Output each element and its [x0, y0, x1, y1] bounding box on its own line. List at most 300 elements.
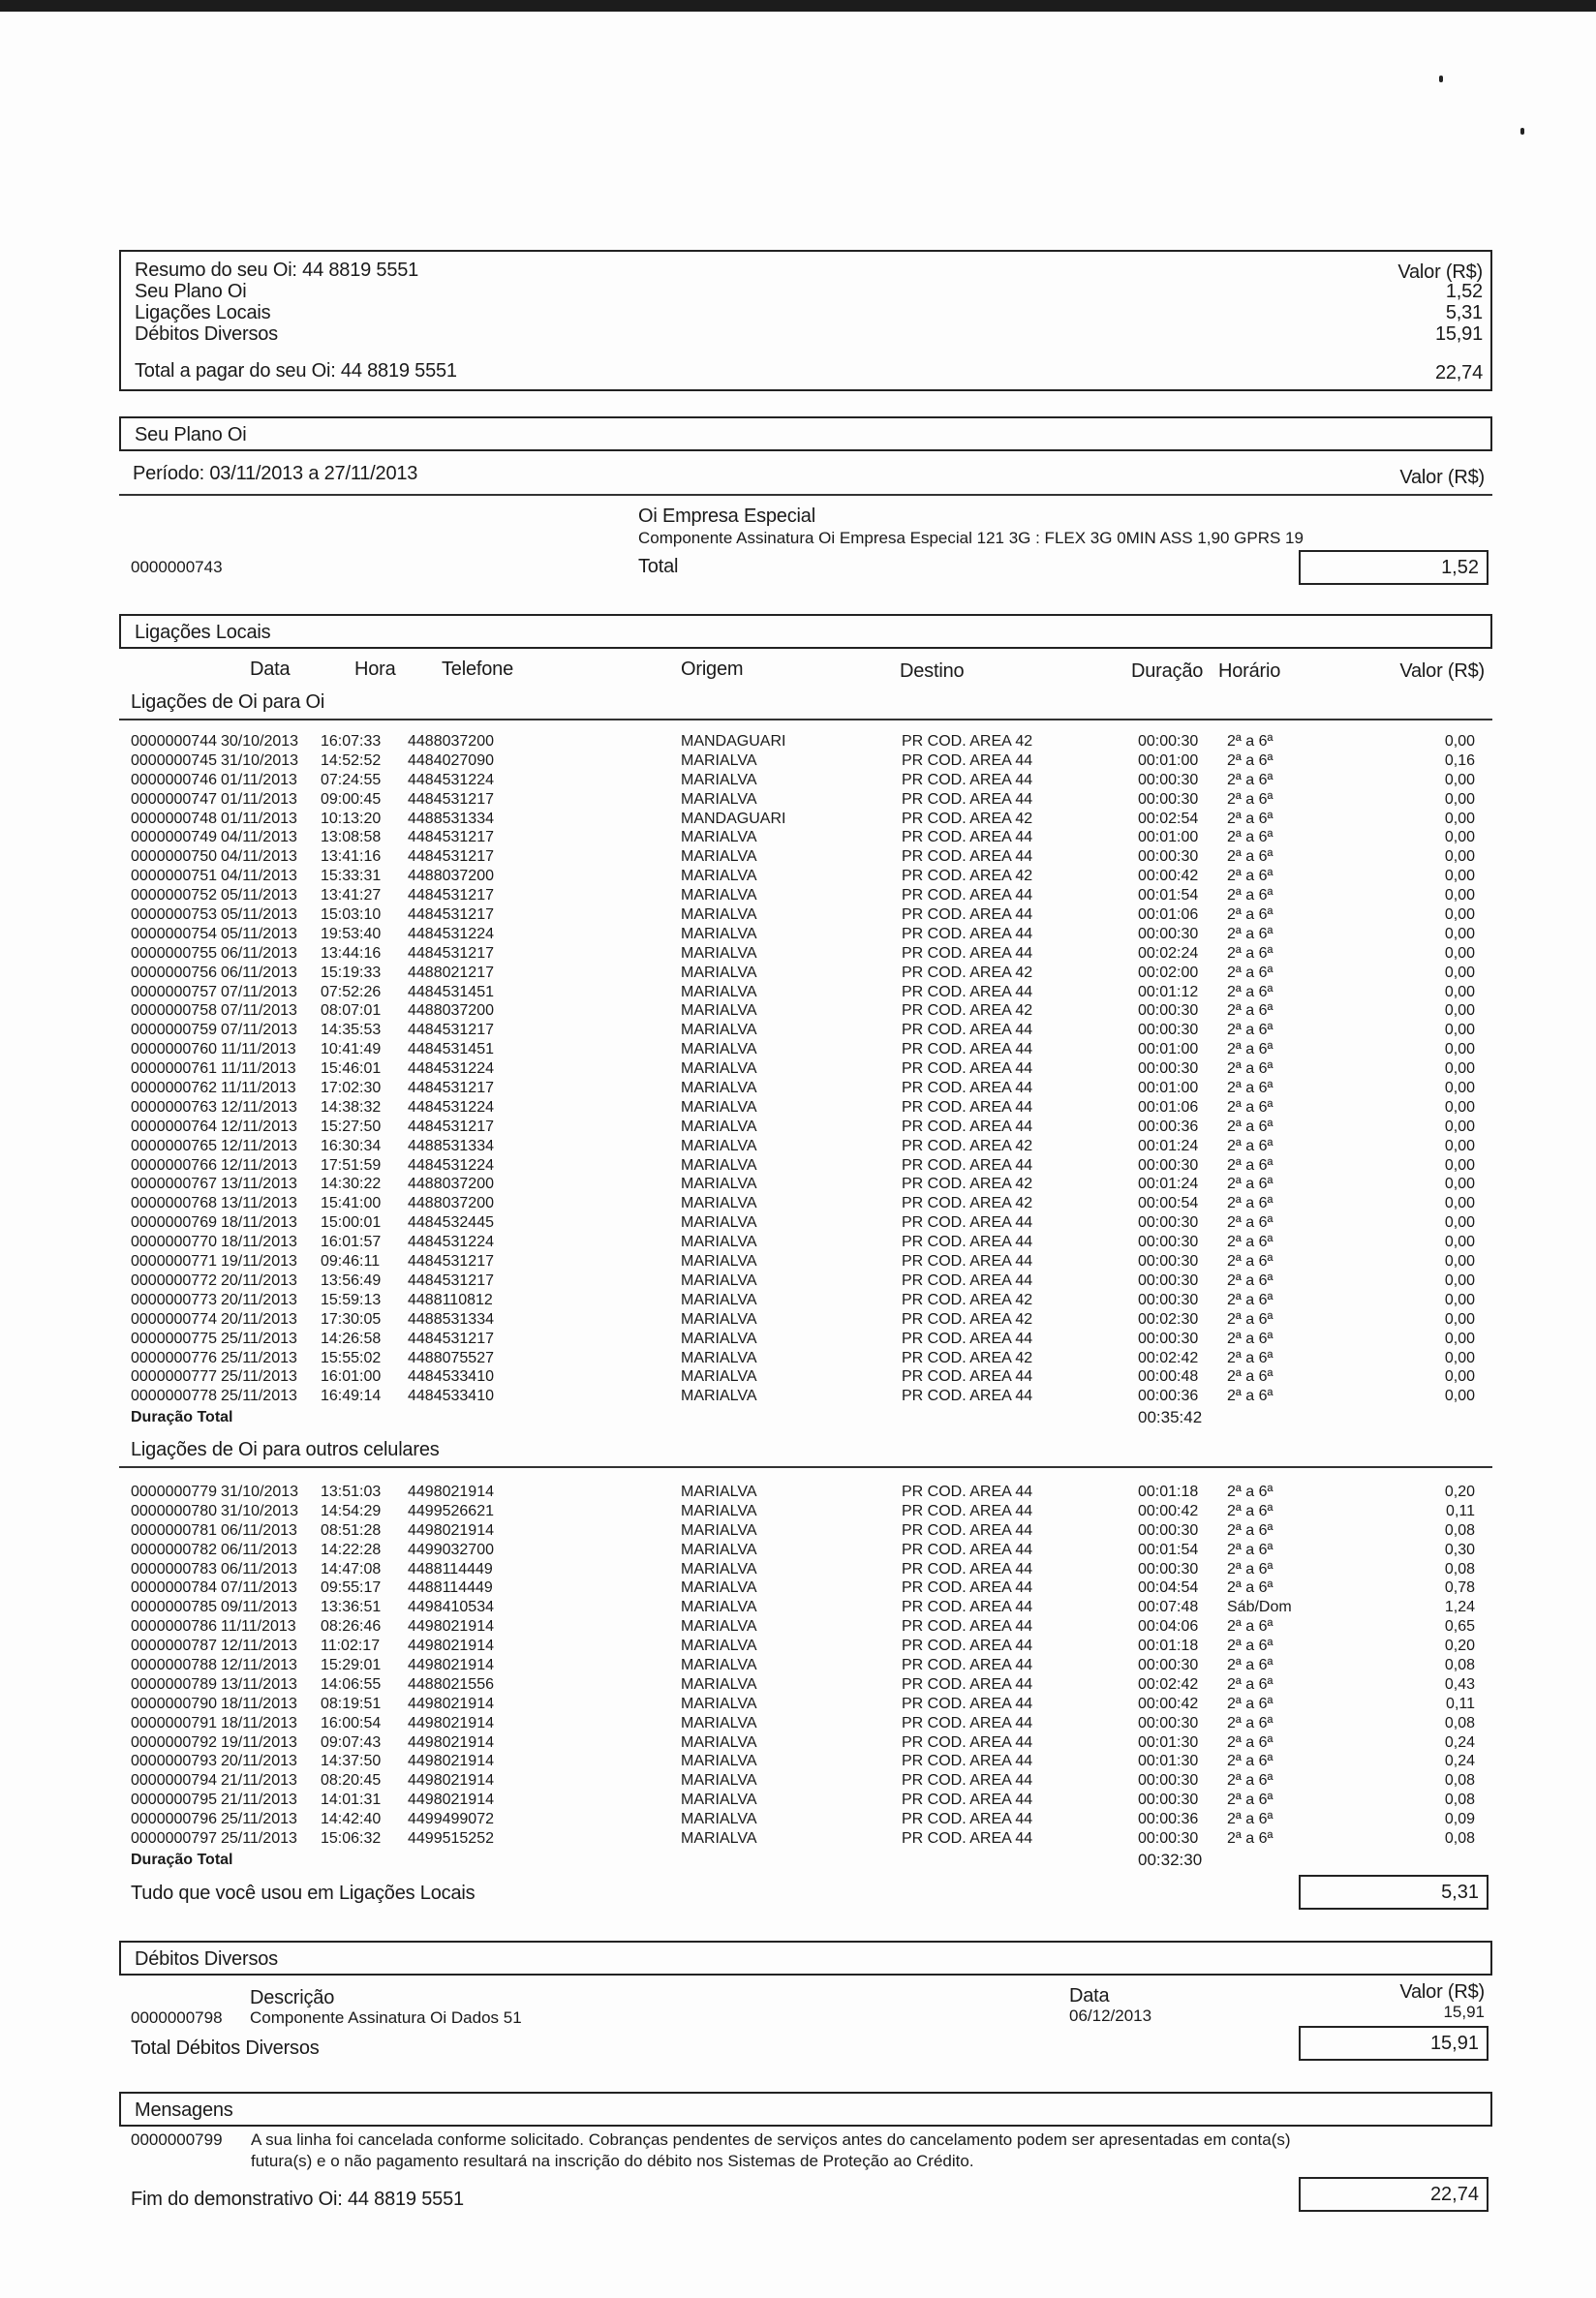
call-value: 0,11	[1446, 1502, 1475, 1519]
table-row	[131, 1367, 1492, 1387]
call-time: 16:01:00	[321, 1368, 382, 1386]
call-destination: PR COD. AREA 42	[902, 1176, 1033, 1193]
call-phone: 4484531217	[408, 848, 494, 866]
call-id: 0000000767	[131, 1176, 217, 1193]
call-duration: 00:04:06	[1138, 1618, 1199, 1636]
call-period: 2ª a 6ª	[1227, 1484, 1274, 1500]
call-destination: PR COD. AREA 44	[902, 944, 1033, 962]
table-row	[131, 1695, 1492, 1714]
table-row	[131, 1521, 1492, 1541]
call-value: 0,20	[1444, 1484, 1475, 1500]
call-time: 15:06:32	[321, 1830, 382, 1848]
call-destination: PR COD. AREA 44	[902, 1675, 1033, 1693]
call-phone: 4484531217	[408, 1253, 494, 1271]
call-value: 0,00	[1444, 1272, 1475, 1289]
footer-label: Fim do demonstrativo Oi: 44 8819 5551	[131, 2189, 464, 2210]
call-duration: 00:00:30	[1138, 790, 1199, 808]
call-origin: MARIALVA	[681, 1599, 757, 1616]
call-time: 13:36:51	[321, 1599, 382, 1616]
call-phone: 4498021914	[408, 1618, 494, 1636]
call-phone: 4488021556	[408, 1675, 494, 1693]
call-time: 10:13:20	[321, 810, 382, 827]
call-date: 25/11/2013	[221, 1388, 297, 1405]
call-phone: 4484533410	[408, 1368, 494, 1386]
call-date: 21/11/2013	[221, 1772, 297, 1790]
table-row	[131, 1829, 1492, 1849]
table-row	[131, 1771, 1492, 1791]
call-origin: MARIALVA	[681, 1579, 757, 1597]
call-duration: 00:00:30	[1138, 1060, 1199, 1078]
call-origin: MARIALVA	[681, 1484, 757, 1500]
table-row	[131, 1156, 1492, 1176]
table-row	[131, 944, 1492, 964]
call-date: 19/11/2013	[221, 1733, 297, 1751]
call-date: 12/11/2013	[221, 1156, 297, 1174]
table-row	[131, 1040, 1492, 1059]
plan-total-value: 1,52	[1299, 550, 1489, 585]
call-value: 0,00	[1444, 1060, 1475, 1078]
call-value: 0,00	[1444, 1253, 1475, 1271]
call-id: 0000000760	[131, 1041, 217, 1058]
call-value: 0,08	[1444, 1657, 1475, 1674]
debit-item-description: Componente Assinatura Oi Dados 51	[250, 2008, 522, 2027]
call-time: 09:46:11	[321, 1253, 381, 1271]
call-time: 14:26:58	[321, 1330, 382, 1347]
call-duration: 00:00:30	[1138, 1156, 1199, 1174]
call-date: 09/11/2013	[221, 1599, 297, 1616]
call-phone: 4498021914	[408, 1657, 494, 1674]
call-period: 2ª a 6ª	[1227, 1272, 1274, 1289]
call-id: 0000000774	[131, 1310, 217, 1328]
call-period: 2ª a 6ª	[1227, 887, 1274, 904]
call-origin: MANDAGUARI	[681, 810, 786, 827]
call-destination: PR COD. AREA 44	[902, 848, 1033, 866]
group-title: Ligações de Oi para Oi	[131, 691, 325, 713]
summary-item-value: 15,91	[1434, 323, 1483, 345]
summary-title: Resumo do seu Oi: 44 8819 5551	[135, 260, 419, 281]
call-origin: MARIALVA	[681, 1137, 757, 1154]
call-phone: 4498021914	[408, 1753, 494, 1770]
call-time: 14:06:55	[321, 1675, 382, 1693]
summary-box	[119, 250, 1492, 391]
call-date: 13/11/2013	[221, 1176, 297, 1193]
call-time: 15:55:02	[321, 1349, 382, 1366]
call-origin: MARIALVA	[681, 1772, 757, 1790]
call-phone: 4498021914	[408, 1772, 494, 1790]
call-period: 2ª a 6ª	[1227, 848, 1274, 866]
call-id: 0000000768	[131, 1195, 217, 1212]
call-duration: 00:00:30	[1138, 1214, 1199, 1232]
call-period: 2ª a 6ª	[1227, 1521, 1274, 1539]
call-phone: 4488037200	[408, 1002, 494, 1020]
call-period: 2ª a 6ª	[1227, 1330, 1274, 1347]
call-origin: MARIALVA	[681, 1657, 757, 1674]
call-duration: 00:04:54	[1138, 1579, 1199, 1597]
call-id: 0000000754	[131, 925, 217, 942]
call-origin: MARIALVA	[681, 1388, 757, 1405]
call-phone: 4498410534	[408, 1599, 494, 1616]
call-origin: MARIALVA	[681, 1118, 757, 1135]
call-time: 16:00:54	[321, 1714, 382, 1731]
call-value: 0,00	[1444, 1176, 1475, 1193]
call-origin: MARIALVA	[681, 906, 757, 924]
call-id: 0000000791	[131, 1714, 217, 1731]
call-value: 0,00	[1444, 848, 1475, 866]
call-id: 0000000790	[131, 1695, 217, 1712]
call-origin: MARIALVA	[681, 1541, 757, 1558]
call-destination: PR COD. AREA 44	[902, 1388, 1033, 1405]
call-value: 0,00	[1444, 810, 1475, 827]
call-duration: 00:00:42	[1138, 1695, 1199, 1712]
call-phone: 4488037200	[408, 868, 494, 885]
call-time: 17:30:05	[321, 1310, 382, 1328]
table-row	[131, 810, 1492, 829]
call-destination: PR COD. AREA 44	[902, 1368, 1033, 1386]
call-destination: PR COD. AREA 42	[902, 1291, 1033, 1308]
call-period: 2ª a 6ª	[1227, 1002, 1274, 1020]
call-value: 0,00	[1444, 1388, 1475, 1405]
call-period: 2ª a 6ª	[1227, 925, 1274, 942]
call-date: 12/11/2013	[221, 1098, 297, 1116]
call-period: 2ª a 6ª	[1227, 1541, 1274, 1558]
call-id: 0000000746	[131, 771, 217, 788]
call-origin: MARIALVA	[681, 1675, 757, 1693]
call-phone: 4484531451	[408, 983, 494, 1000]
call-phone: 4484531224	[408, 925, 494, 942]
call-time: 09:07:43	[321, 1733, 382, 1751]
call-destination: PR COD. AREA 44	[902, 1234, 1033, 1251]
call-id: 0000000793	[131, 1753, 217, 1770]
call-destination: PR COD. AREA 44	[902, 1830, 1033, 1848]
call-value: 0,00	[1444, 868, 1475, 885]
call-date: 07/11/2013	[221, 1579, 297, 1597]
call-value: 0,00	[1444, 1330, 1475, 1347]
plan-item-id: 0000000743	[131, 558, 223, 576]
call-date: 20/11/2013	[221, 1291, 297, 1308]
call-origin: MARIALVA	[681, 1521, 757, 1539]
call-time: 17:02:30	[321, 1080, 382, 1097]
table-row	[131, 1349, 1492, 1368]
call-date: 25/11/2013	[221, 1830, 297, 1848]
call-phone: 4488110812	[408, 1291, 493, 1308]
table-row	[131, 1810, 1492, 1829]
call-duration: 00:00:30	[1138, 1291, 1199, 1308]
table-row	[131, 1194, 1492, 1213]
scan-top-edge	[0, 0, 1596, 12]
call-phone: 4484531224	[408, 1098, 494, 1116]
call-time: 15:29:01	[321, 1657, 382, 1674]
call-date: 25/11/2013	[221, 1330, 297, 1347]
call-phone: 4488037200	[408, 733, 494, 750]
call-phone: 4484531224	[408, 1060, 494, 1078]
call-duration: 00:00:30	[1138, 1253, 1199, 1271]
call-origin: MARIALVA	[681, 751, 757, 769]
call-id: 0000000784	[131, 1579, 217, 1597]
call-destination: PR COD. AREA 42	[902, 810, 1033, 827]
call-id: 0000000758	[131, 1002, 217, 1020]
call-origin: MARIALVA	[681, 1310, 757, 1328]
call-value: 0,16	[1444, 751, 1475, 769]
call-time: 14:42:40	[321, 1811, 382, 1828]
call-origin: MARIALVA	[681, 1330, 757, 1347]
table-row	[131, 1714, 1492, 1733]
call-origin: MARIALVA	[681, 1502, 757, 1519]
call-period: 2ª a 6ª	[1227, 1792, 1274, 1809]
call-id: 0000000795	[131, 1792, 217, 1809]
call-period: 2ª a 6ª	[1227, 1388, 1274, 1405]
call-time: 14:52:52	[321, 751, 382, 769]
call-time: 16:01:57	[321, 1234, 382, 1251]
debit-item-id: 0000000798	[131, 2008, 223, 2027]
table-row	[131, 1752, 1492, 1771]
call-date: 12/11/2013	[221, 1137, 297, 1154]
call-value: 0,00	[1444, 1234, 1475, 1251]
call-phone: 4488114449	[408, 1560, 493, 1578]
call-date: 07/11/2013	[221, 1002, 297, 1020]
call-origin: MARIALVA	[681, 1714, 757, 1731]
summary-item-label: Ligações Locais	[135, 302, 271, 323]
call-time: 16:07:33	[321, 733, 382, 750]
call-duration: 00:01:00	[1138, 829, 1199, 846]
table-row	[131, 1637, 1492, 1656]
call-id: 0000000752	[131, 887, 217, 904]
call-period: 2ª a 6ª	[1227, 1098, 1274, 1116]
call-duration: 00:01:18	[1138, 1638, 1199, 1655]
col-header-duracao: Duração	[1131, 660, 1204, 682]
call-phone: 4484531217	[408, 887, 494, 904]
call-time: 15:59:13	[321, 1291, 382, 1308]
call-period: 2ª a 6ª	[1227, 1733, 1274, 1751]
call-period: 2ª a 6ª	[1227, 1022, 1274, 1039]
call-period: 2ª a 6ª	[1227, 829, 1274, 846]
call-origin: MARIALVA	[681, 1022, 757, 1039]
call-origin: MARIALVA	[681, 925, 757, 942]
call-value: 0,00	[1444, 906, 1475, 924]
call-date: 25/11/2013	[221, 1368, 297, 1386]
call-id: 0000000757	[131, 983, 217, 1000]
debits-col-value: Valor (R$)	[1399, 1981, 1485, 2003]
col-header-valor: Valor (R$)	[1399, 660, 1485, 682]
call-phone: 4498021914	[408, 1733, 494, 1751]
call-time: 14:37:50	[321, 1753, 382, 1770]
duration-total-value: 00:32:30	[1138, 1851, 1203, 1869]
table-row	[131, 905, 1492, 925]
call-date: 01/11/2013	[221, 771, 297, 788]
call-destination: PR COD. AREA 44	[902, 1733, 1033, 1751]
call-date: 06/11/2013	[221, 964, 297, 981]
call-date: 04/11/2013	[221, 848, 297, 866]
call-period: 2ª a 6ª	[1227, 1137, 1274, 1154]
table-row	[131, 1578, 1492, 1598]
calls-table-oi-para-oi	[131, 732, 1492, 1406]
call-period: 2ª a 6ª	[1227, 1195, 1274, 1212]
call-value: 0,00	[1444, 1118, 1475, 1135]
call-date: 07/11/2013	[221, 1022, 297, 1039]
call-duration: 00:01:00	[1138, 1080, 1199, 1097]
summary-value-header: Valor (R$)	[1397, 261, 1483, 283]
call-destination: PR COD. AREA 42	[902, 868, 1033, 885]
call-date: 18/11/2013	[221, 1714, 297, 1731]
call-period: 2ª a 6ª	[1227, 1234, 1274, 1251]
call-period: 2ª a 6ª	[1227, 1695, 1274, 1712]
call-id: 0000000756	[131, 964, 217, 981]
call-duration: 00:00:30	[1138, 733, 1199, 750]
call-time: 11:02:17	[321, 1638, 381, 1655]
call-duration: 00:02:30	[1138, 1310, 1199, 1328]
call-origin: MARIALVA	[681, 1368, 757, 1386]
call-period: 2ª a 6ª	[1227, 751, 1274, 769]
call-period: 2ª a 6ª	[1227, 1753, 1274, 1770]
call-period: 2ª a 6ª	[1227, 1253, 1274, 1271]
summary-item-label: Seu Plano Oi	[135, 281, 247, 302]
call-destination: PR COD. AREA 42	[902, 964, 1033, 981]
call-origin: MARIALVA	[681, 1080, 757, 1097]
call-value: 0,20	[1444, 1638, 1475, 1655]
call-value: 0,00	[1444, 964, 1475, 981]
message-text-line1: A sua linha foi cancelada conforme solicitado. Cobranças pendentes de serviços antes do cancelamento podem ser apresentadas em conta(s)	[251, 2130, 1291, 2149]
call-time: 16:49:14	[321, 1388, 382, 1405]
call-value: 0,08	[1444, 1792, 1475, 1809]
debits-section-title: Débitos Diversos	[135, 1948, 278, 1970]
call-destination: PR COD. AREA 44	[902, 925, 1033, 942]
call-time: 10:41:49	[321, 1041, 382, 1058]
call-origin: MARIALVA	[681, 1253, 757, 1271]
table-row	[131, 1001, 1492, 1021]
call-period: 2ª a 6ª	[1227, 733, 1274, 750]
call-time: 08:26:46	[321, 1618, 382, 1636]
call-phone: 4484531217	[408, 1272, 494, 1289]
call-id: 0000000776	[131, 1349, 217, 1366]
call-date: 31/10/2013	[221, 751, 299, 769]
call-origin: MARIALVA	[681, 1272, 757, 1289]
call-destination: PR COD. AREA 44	[902, 1618, 1033, 1636]
call-period: 2ª a 6ª	[1227, 1118, 1274, 1135]
call-id: 0000000753	[131, 906, 217, 924]
call-destination: PR COD. AREA 44	[902, 1118, 1033, 1135]
call-date: 01/11/2013	[221, 790, 297, 808]
call-phone: 4484531217	[408, 906, 494, 924]
call-phone: 4484531217	[408, 944, 494, 962]
call-destination: PR COD. AREA 42	[902, 733, 1033, 750]
call-time: 15:00:01	[321, 1214, 382, 1232]
call-value: 0,00	[1444, 829, 1475, 846]
call-destination: PR COD. AREA 44	[902, 1772, 1033, 1790]
call-period: 2ª a 6ª	[1227, 868, 1274, 885]
plan-period: Período: 03/11/2013 a 27/11/2013	[133, 463, 418, 484]
duration-total-label: Duração Total	[131, 1409, 233, 1425]
call-date: 18/11/2013	[221, 1214, 297, 1232]
call-date: 07/11/2013	[221, 983, 297, 1000]
call-duration: 00:01:24	[1138, 1176, 1199, 1193]
call-value: 0,09	[1444, 1811, 1475, 1828]
local-calls-total-label: Tudo que você usou em Ligações Locais	[131, 1883, 476, 1904]
call-period: 2ª a 6ª	[1227, 1041, 1274, 1058]
call-time: 15:33:31	[321, 868, 382, 885]
call-date: 31/10/2013	[221, 1484, 299, 1500]
call-phone: 4499499072	[408, 1811, 494, 1828]
call-id: 0000000771	[131, 1253, 217, 1271]
call-origin: MARIALVA	[681, 1195, 757, 1212]
call-destination: PR COD. AREA 44	[902, 1695, 1033, 1712]
table-row	[131, 983, 1492, 1002]
call-origin: MARIALVA	[681, 1041, 757, 1058]
call-phone: 4484531217	[408, 1080, 494, 1097]
call-time: 13:56:49	[321, 1272, 382, 1289]
table-row	[131, 1502, 1492, 1521]
call-value: 0,00	[1444, 1349, 1475, 1366]
call-origin: MARIALVA	[681, 848, 757, 866]
call-value: 0,00	[1444, 1098, 1475, 1116]
call-id: 0000000759	[131, 1022, 217, 1039]
call-phone: 4498021914	[408, 1714, 494, 1731]
call-value: 0,00	[1444, 790, 1475, 808]
call-origin: MARIALVA	[681, 790, 757, 808]
call-time: 15:46:01	[321, 1060, 382, 1078]
table-row	[131, 1675, 1492, 1695]
call-id: 0000000751	[131, 868, 217, 885]
call-id: 0000000750	[131, 848, 217, 866]
call-period: 2ª a 6ª	[1227, 1811, 1274, 1828]
call-duration: 00:00:48	[1138, 1368, 1199, 1386]
summary-item-label: Débitos Diversos	[135, 323, 278, 345]
call-phone: 4498021914	[408, 1484, 494, 1500]
plan-value-header: Valor (R$)	[1399, 467, 1485, 488]
call-phone: 4499032700	[408, 1541, 494, 1558]
call-duration: 00:00:42	[1138, 1502, 1199, 1519]
call-id: 0000000782	[131, 1541, 217, 1558]
call-time: 09:55:17	[321, 1579, 382, 1597]
table-row	[131, 1272, 1492, 1291]
summary-total-label: Total a pagar do seu Oi: 44 8819 5551	[135, 360, 457, 382]
call-phone: 4484027090	[408, 751, 494, 769]
col-header-origem: Origem	[681, 659, 744, 680]
table-row	[131, 886, 1492, 905]
call-time: 14:47:08	[321, 1560, 382, 1578]
call-destination: PR COD. AREA 42	[902, 1310, 1033, 1328]
call-origin: MARIALVA	[681, 1349, 757, 1366]
call-period: 2ª a 6ª	[1227, 810, 1274, 827]
scan-speck	[1439, 76, 1443, 82]
call-id: 0000000773	[131, 1291, 217, 1308]
call-destination: PR COD. AREA 44	[902, 1599, 1033, 1616]
table-row	[131, 1483, 1492, 1502]
table-row	[131, 1617, 1492, 1637]
table-row	[131, 1541, 1492, 1560]
table-row	[131, 867, 1492, 886]
call-id: 0000000765	[131, 1137, 217, 1154]
call-phone: 4484531224	[408, 1156, 494, 1174]
plan-name: Oi Empresa Especial	[638, 506, 815, 527]
call-origin: MARIALVA	[681, 1156, 757, 1174]
call-id: 0000000779	[131, 1484, 217, 1500]
call-date: 13/11/2013	[221, 1195, 297, 1212]
local-calls-section-header	[119, 614, 1492, 649]
call-date: 18/11/2013	[221, 1234, 297, 1251]
call-period: 2ª a 6ª	[1227, 1310, 1274, 1328]
table-row	[131, 1656, 1492, 1675]
local-calls-total-value: 5,31	[1299, 1875, 1489, 1910]
call-phone: 4498021914	[408, 1638, 494, 1655]
call-date: 20/11/2013	[221, 1272, 297, 1289]
call-duration: 00:01:06	[1138, 906, 1199, 924]
call-time: 13:44:16	[321, 944, 382, 962]
call-origin: MARIALVA	[681, 1638, 757, 1655]
call-destination: PR COD. AREA 42	[902, 1195, 1033, 1212]
call-date: 04/11/2013	[221, 868, 297, 885]
call-time: 08:20:45	[321, 1772, 382, 1790]
call-destination: PR COD. AREA 44	[902, 1060, 1033, 1078]
call-duration: 00:00:36	[1138, 1388, 1199, 1405]
